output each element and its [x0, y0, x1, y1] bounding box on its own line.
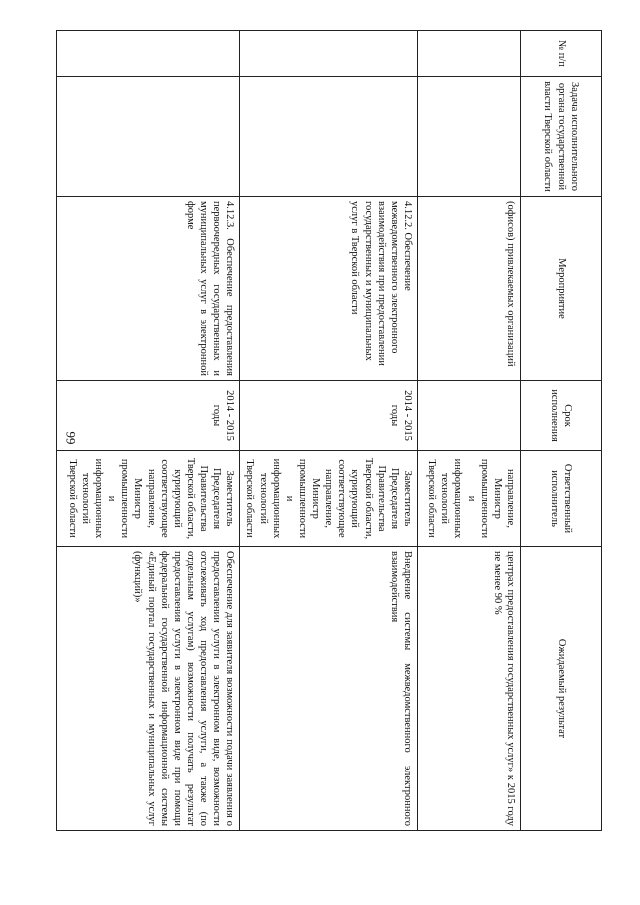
cell-term: 2014 - 2015 годы	[240, 381, 418, 451]
table-row	[57, 31, 240, 831]
cell-task	[240, 77, 418, 197]
cell-num	[240, 31, 418, 77]
cell-responsible: Заместитель Председателя Правительства Тверской области, курирующий соответствующее направление, Министр промышленности и информационных технологий Тверской области	[240, 451, 418, 547]
header-responsible: Ответственный исполнитель	[521, 451, 602, 547]
cell-event: (офисов) привлекаемых организаций	[418, 197, 521, 381]
header-task: Задача исполнительного органа государственной власти Тверской области	[521, 77, 602, 197]
cell-event: 4.12.2. Обеспечение межведомственного электронного взаимодействия при предоставлении государственных и муниципальных услуг в Тверской области	[240, 197, 418, 381]
cell-task	[57, 77, 240, 197]
cell-term	[418, 381, 521, 451]
header-event: Мероприятие	[521, 197, 602, 381]
cell-term: 2014 - 2015 годы	[57, 381, 240, 451]
table-row	[240, 31, 418, 831]
cell-task	[418, 77, 521, 197]
cell-result: Обеспечение для заявителя возможности подачи заявления о предоставлении услуги в электронном виде, возможности отслеживать ход предоставления услуги, а также (по отдельным услугам) возможности получать результат предоставления услуги в электронном виде при помощи федеральной государственной информационной системы «Единый портал государственных и муниципальных услуг (функций)»	[57, 547, 240, 831]
header-num: № п/п	[521, 31, 602, 77]
rotated-page	[52, 30, 602, 830]
cell-num	[57, 31, 240, 77]
table-header-row	[521, 31, 602, 831]
header-result: Ожидаемый результат	[521, 547, 602, 831]
table-row	[418, 31, 521, 831]
page-number: 66	[63, 431, 78, 445]
header-term: Срок исполнения	[521, 381, 602, 451]
cell-responsible: Заместитель Председателя Правительства Тверской области, курирующий соответствующее направление, Министр промышленности и информационных технологий Тверской области	[57, 451, 240, 547]
cell-event: 4.12.3. Обеспечение предоставления первоочередных государственных и муниципальных услуг в электронной форме	[57, 197, 240, 381]
measures-table	[56, 30, 602, 831]
cell-responsible: направление, Министр промышленности и информационных технологий Тверской области	[418, 451, 521, 547]
cell-result: Внедрение системы межведомственного электронного взаимодействия	[240, 547, 418, 831]
cell-result: центрах предоставления государственных услуг» к 2015 году не менее 90 %	[418, 547, 521, 831]
cell-num	[418, 31, 521, 77]
